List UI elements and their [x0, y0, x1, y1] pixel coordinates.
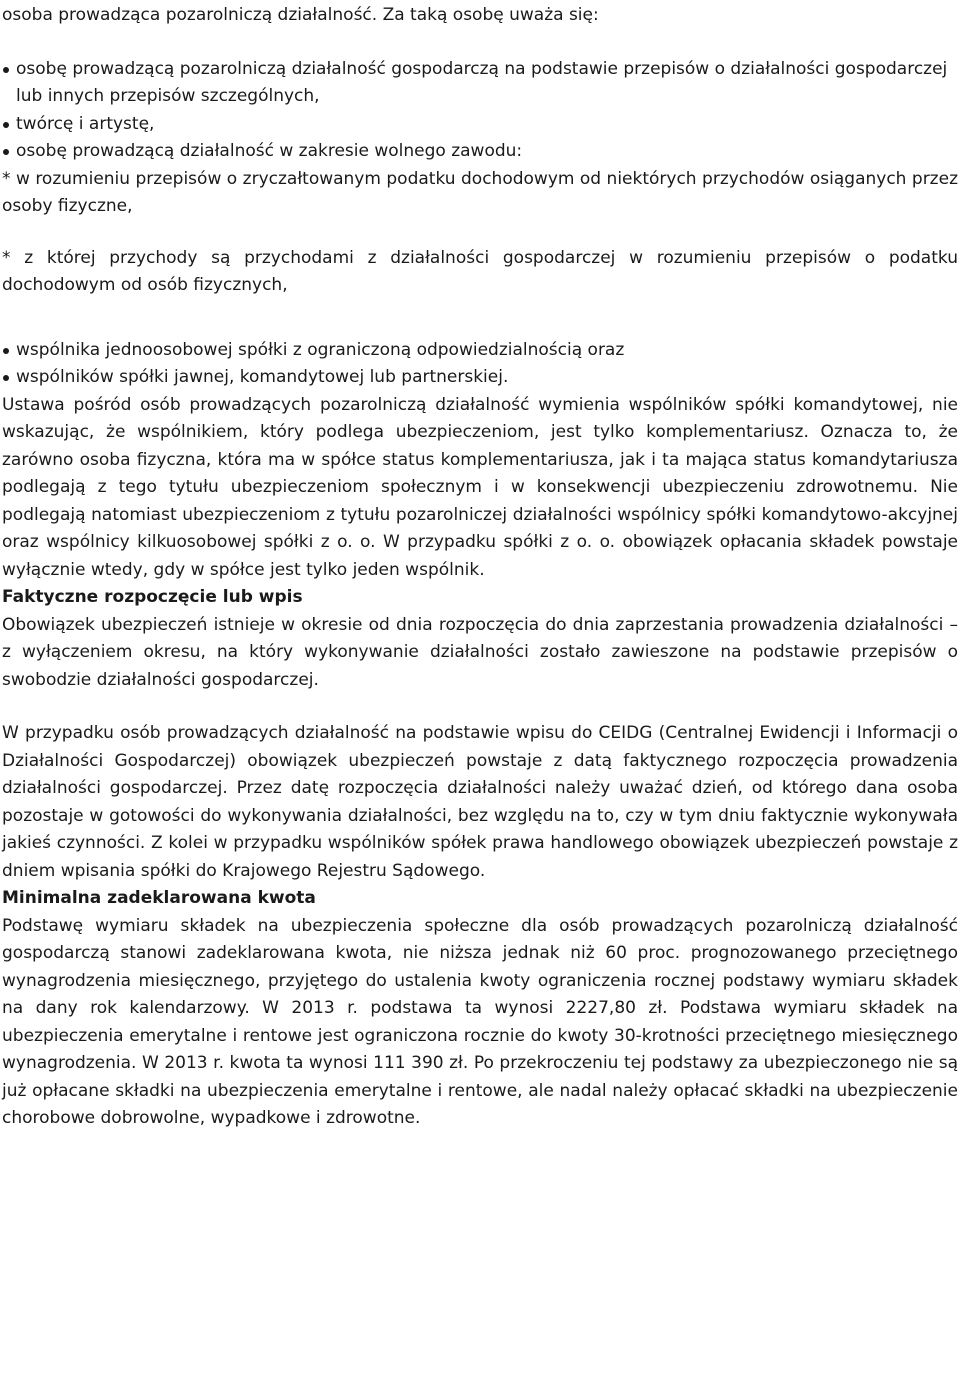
insurance-period-paragraph: Obowiązek ubezpieczeń istnieje w okresie od dnia rozpoczęcia do dnia zaprzestania prowadzenia działalności – z wyłączeniem okresu, na który wykonywanie działalności zostało zawieszone na podstawie przepisów o swobodzie działalności gospodarczej. — [2, 614, 958, 690]
list-item: wspólnika jednoosobowej spółki z ograniczoną odpowiedzialnością oraz — [2, 337, 958, 365]
footnote-income-tax: * z której przychody są przychodami z działalności gospodarczej w rozumieniu przepisów o podatku dochodowym od osób fizycznych, — [2, 247, 958, 295]
partnership-paragraph: Ustawa pośród osób prowadzących pozarolniczą działalność wymienia wspólników spółki komandytowej, nie wskazując, że wspólnikiem, który podlega ubezpieczeniom, jest tylko komplementariusz. Oznacza to, że zarówno osoba fizyczna, która ma w spółce status komplementariusza, jak i ta mająca status komandytariusza podlegają z tego tytułu ubezpieczeniom społecznym i w konsekwencji ubezpieczeniu zdrowotnemu. Nie podlegają natomiast ubezpieczeniom z tytułu pozarolniczej działalności wspólnicy spółki komandytowo-akcyjnej oraz wspólnicy kilkuosobowej spółki z o. o. W przypadku spółki z o. o. obowiązek opłacania składek powstaje wyłącznie wtedy, gdy w spółce jest tylko jeden wspólnik. — [2, 394, 958, 580]
list-item: twórcę i artystę, — [2, 111, 958, 139]
section-heading-minimum: Minimalna zadeklarowana kwota — [2, 888, 316, 908]
contributor-types-list — [2, 56, 958, 166]
section-heading-start: Faktyczne rozpoczęcie lub wpis — [2, 587, 303, 607]
document-page — [0, 2, 960, 1133]
list-item: wspólników spółki jawnej, komandytowej lub partnerskiej. — [2, 364, 958, 392]
list-item: osobę prowadzącą działalność w zakresie wolnego zawodu: — [2, 138, 958, 166]
ceidg-paragraph: W przypadku osób prowadzących działalność na podstawie wpisu do CEIDG (Centralnej Ewidencji i Informacji o Działalności Gospodarczej) obowiązek ubezpieczeń powstaje z datą faktycznego rozpoczęcia prowadzenia działalności gospodarczej. Przez datę rozpoczęcia działalności należy uważać dzień, od którego dana osoba pozostaje w gotowości do wykonywania działalności, bez względu na to, czy w tym dniu faktycznie wykonywała jakieś czynności. Z kolei w przypadku wspólników spółek prawa handlowego obowiązek ubezpieczeń powstaje z dniem wpisania spółki do Krajowego Rejestru Sądowego. — [2, 723, 958, 881]
minimum-base-paragraph: Podstawę wymiaru składek na ubezpieczenia społeczne dla osób prowadzących pozarolniczą działalność gospodarczą stanowi zadeklarowana kwota, nie niższa jednak niż 60 proc. prognozowanego przeciętnego wynagrodzenia miesięcznego, przyjętego do ustalenia kwoty ograniczenia rocznej podstawy wymiaru składek na dany rok kalendarzowy. W 2013 r. podstawa ta wynosi 2227,80 zł. Podstawa wymiaru składek na ubezpieczenia emerytalne i rentowe jest ograniczona rocznie do kwoty 30-krotności przeciętnego miesięcznego wynagrodzenia. W 2013 r. kwota ta wynosi 111 390 zł. Po przekroczeniu tej podstawy za ubezpieczonego nie są już opłacane składki na ubezpieczenia emerytalne i rentowe, ale nadal należy opłacać składki na ubezpieczenie chorobowe dobrowolne, wypadkowe i zdrowotne. — [2, 915, 958, 1128]
footnote-tax-flat-rate: * w rozumieniu przepisów o zryczałtowanym podatku dochodowym od niektórych przychodów osiąganych przez osoby fizyczne, — [2, 168, 958, 216]
list-item: osobę prowadzącą pozarolniczą działalność gospodarczą na podstawie przepisów o działalności gospodarczej lub innych przepisów szczególnych, — [2, 56, 958, 111]
partners-list — [2, 337, 958, 392]
intro-text: osoba prowadząca pozarolniczą działalność. Za taką osobę uważa się: — [2, 5, 599, 25]
